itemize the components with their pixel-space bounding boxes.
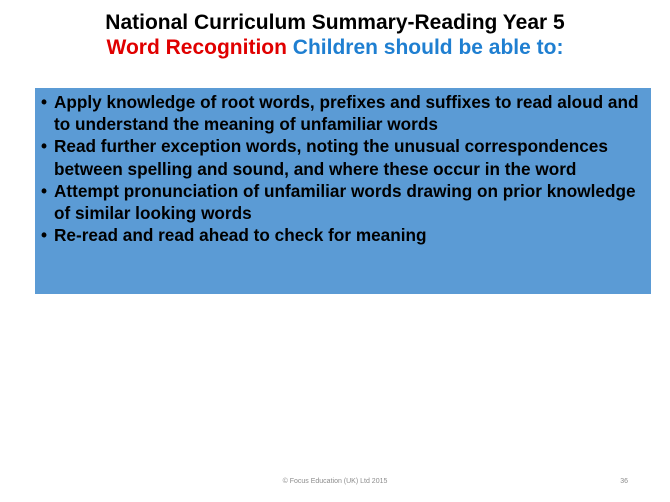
objective-item — [41, 180, 645, 224]
title-subtitle — [0, 35, 670, 60]
objective-text: Apply knowledge of root words, prefixes and suffixes to read aloud and to understand the meaning of unfamiliar words — [54, 92, 639, 135]
objective-text: Read further exception words, noting the unusual correspondences between spelling and sound, and where these occur in the word — [54, 136, 608, 179]
footer-copyright: © Focus Education (UK) Ltd 2015 — [282, 478, 388, 485]
objective-text: Attempt pronunciation of unfamiliar words drawing on prior knowledge of similar looking words — [54, 180, 636, 224]
title-instruction: Children should be able to: — [292, 36, 564, 59]
bullet-icon: • — [41, 92, 48, 112]
title-main: National Curriculum Summary-Reading Year 5 — [105, 11, 565, 34]
objective-item — [41, 91, 645, 135]
slide-title — [0, 10, 670, 60]
objective-item — [41, 135, 645, 179]
bullet-icon: • — [41, 136, 48, 157]
bullet-icon: • — [41, 225, 48, 246]
footer-page-number: 36 — [620, 478, 628, 485]
objectives-box — [35, 88, 651, 294]
bullet-icon: • — [41, 180, 48, 201]
objective-item — [41, 224, 645, 246]
objectives-list — [41, 91, 645, 246]
objective-text: Re-read and read ahead to check for meaning — [54, 225, 427, 246]
title-topic: Word Recognition — [106, 36, 287, 59]
